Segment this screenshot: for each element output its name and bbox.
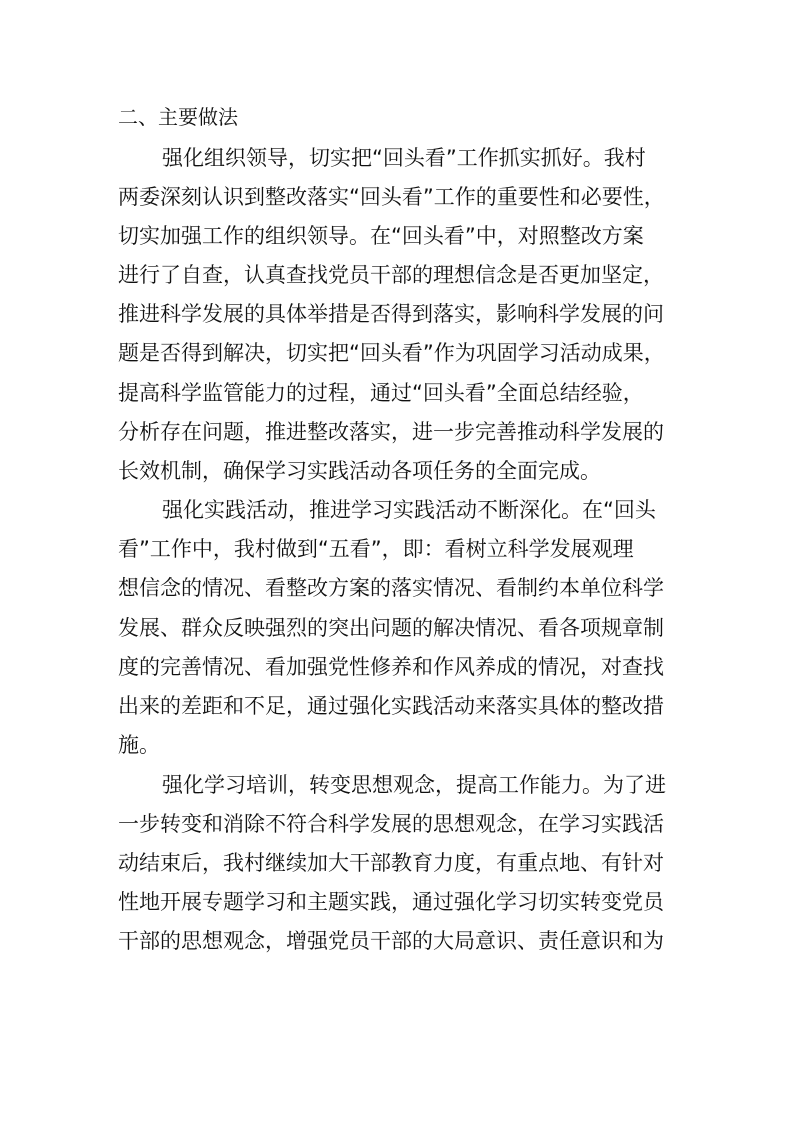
paragraph-1-line-2: 两委深刻认识到整改落实“回头看”工作的重要性和必要性， [118,185,665,209]
paragraph-2-line-5: 度的完善情况、看加强党性修养和作风养成的情况，对查找 [118,655,664,679]
paragraph-1-line-8: 分析存在问题，推进整改落实，进一步完善推动科学发展的 [118,420,664,444]
paragraph-2-line-2: 看”工作中，我村做到“五看”，即：看树立科学发展观理 [118,537,634,561]
section-heading: 二、主要做法 [118,105,238,129]
paragraph-3-line-2: 一步转变和消除不符合科学发展的思想观念，在学习实践活 [118,812,664,836]
paragraph-1-line-4: 进行了自查，认真查找党员干部的理想信念是否更加坚定， [118,263,664,287]
paragraph-1-line-5: 推进科学发展的具体举措是否得到落实，影响科学发展的问 [118,302,664,326]
paragraph-3-line-5: 干部的思想观念，增强党员干部的大局意识、责任意识和为 [118,929,664,953]
paragraph-2-line-6: 出来的差距和不足，通过强化实践活动来落实具体的整改措 [118,694,664,718]
paragraph-3-line-1: 强化学习培训，转变思想观念，提高工作能力。为了进 [162,773,666,797]
paragraph-2-line-3: 想信念的情况、看整改方案的落实情况、看制约本单位科学 [118,576,664,600]
paragraph-3-line-4: 性地开展专题学习和主题实践，通过强化学习切实转变党员 [118,890,664,914]
paragraph-2-line-1: 强化实践活动，推进学习实践活动不断深化。在“回头 [162,498,656,522]
paragraph-3-line-3: 动结束后，我村继续加大干部教育力度，有重点地、有针对 [118,851,664,875]
paragraph-1-line-1: 强化组织领导，切实把“回头看”工作抓实抓好。我村 [162,146,646,170]
paragraph-1-line-6: 题是否得到解决，切实把“回头看”作为巩固学习活动成果， [118,341,665,365]
paragraph-1-line-9: 长效机制，确保学习实践活动各项任务的全面完成。 [118,459,601,483]
paragraph-1-line-3: 切实加强工作的组织领导。在“回头看”中，对照整改方案 [118,224,644,248]
paragraph-2-line-4: 发展、群众反映强烈的突出问题的解决情况、看各项规章制 [118,616,664,640]
paragraph-2-line-7: 施。 [118,733,160,757]
paragraph-1-line-7: 提高科学监管能力的过程，通过“回头看”全面总结经验， [118,381,644,405]
